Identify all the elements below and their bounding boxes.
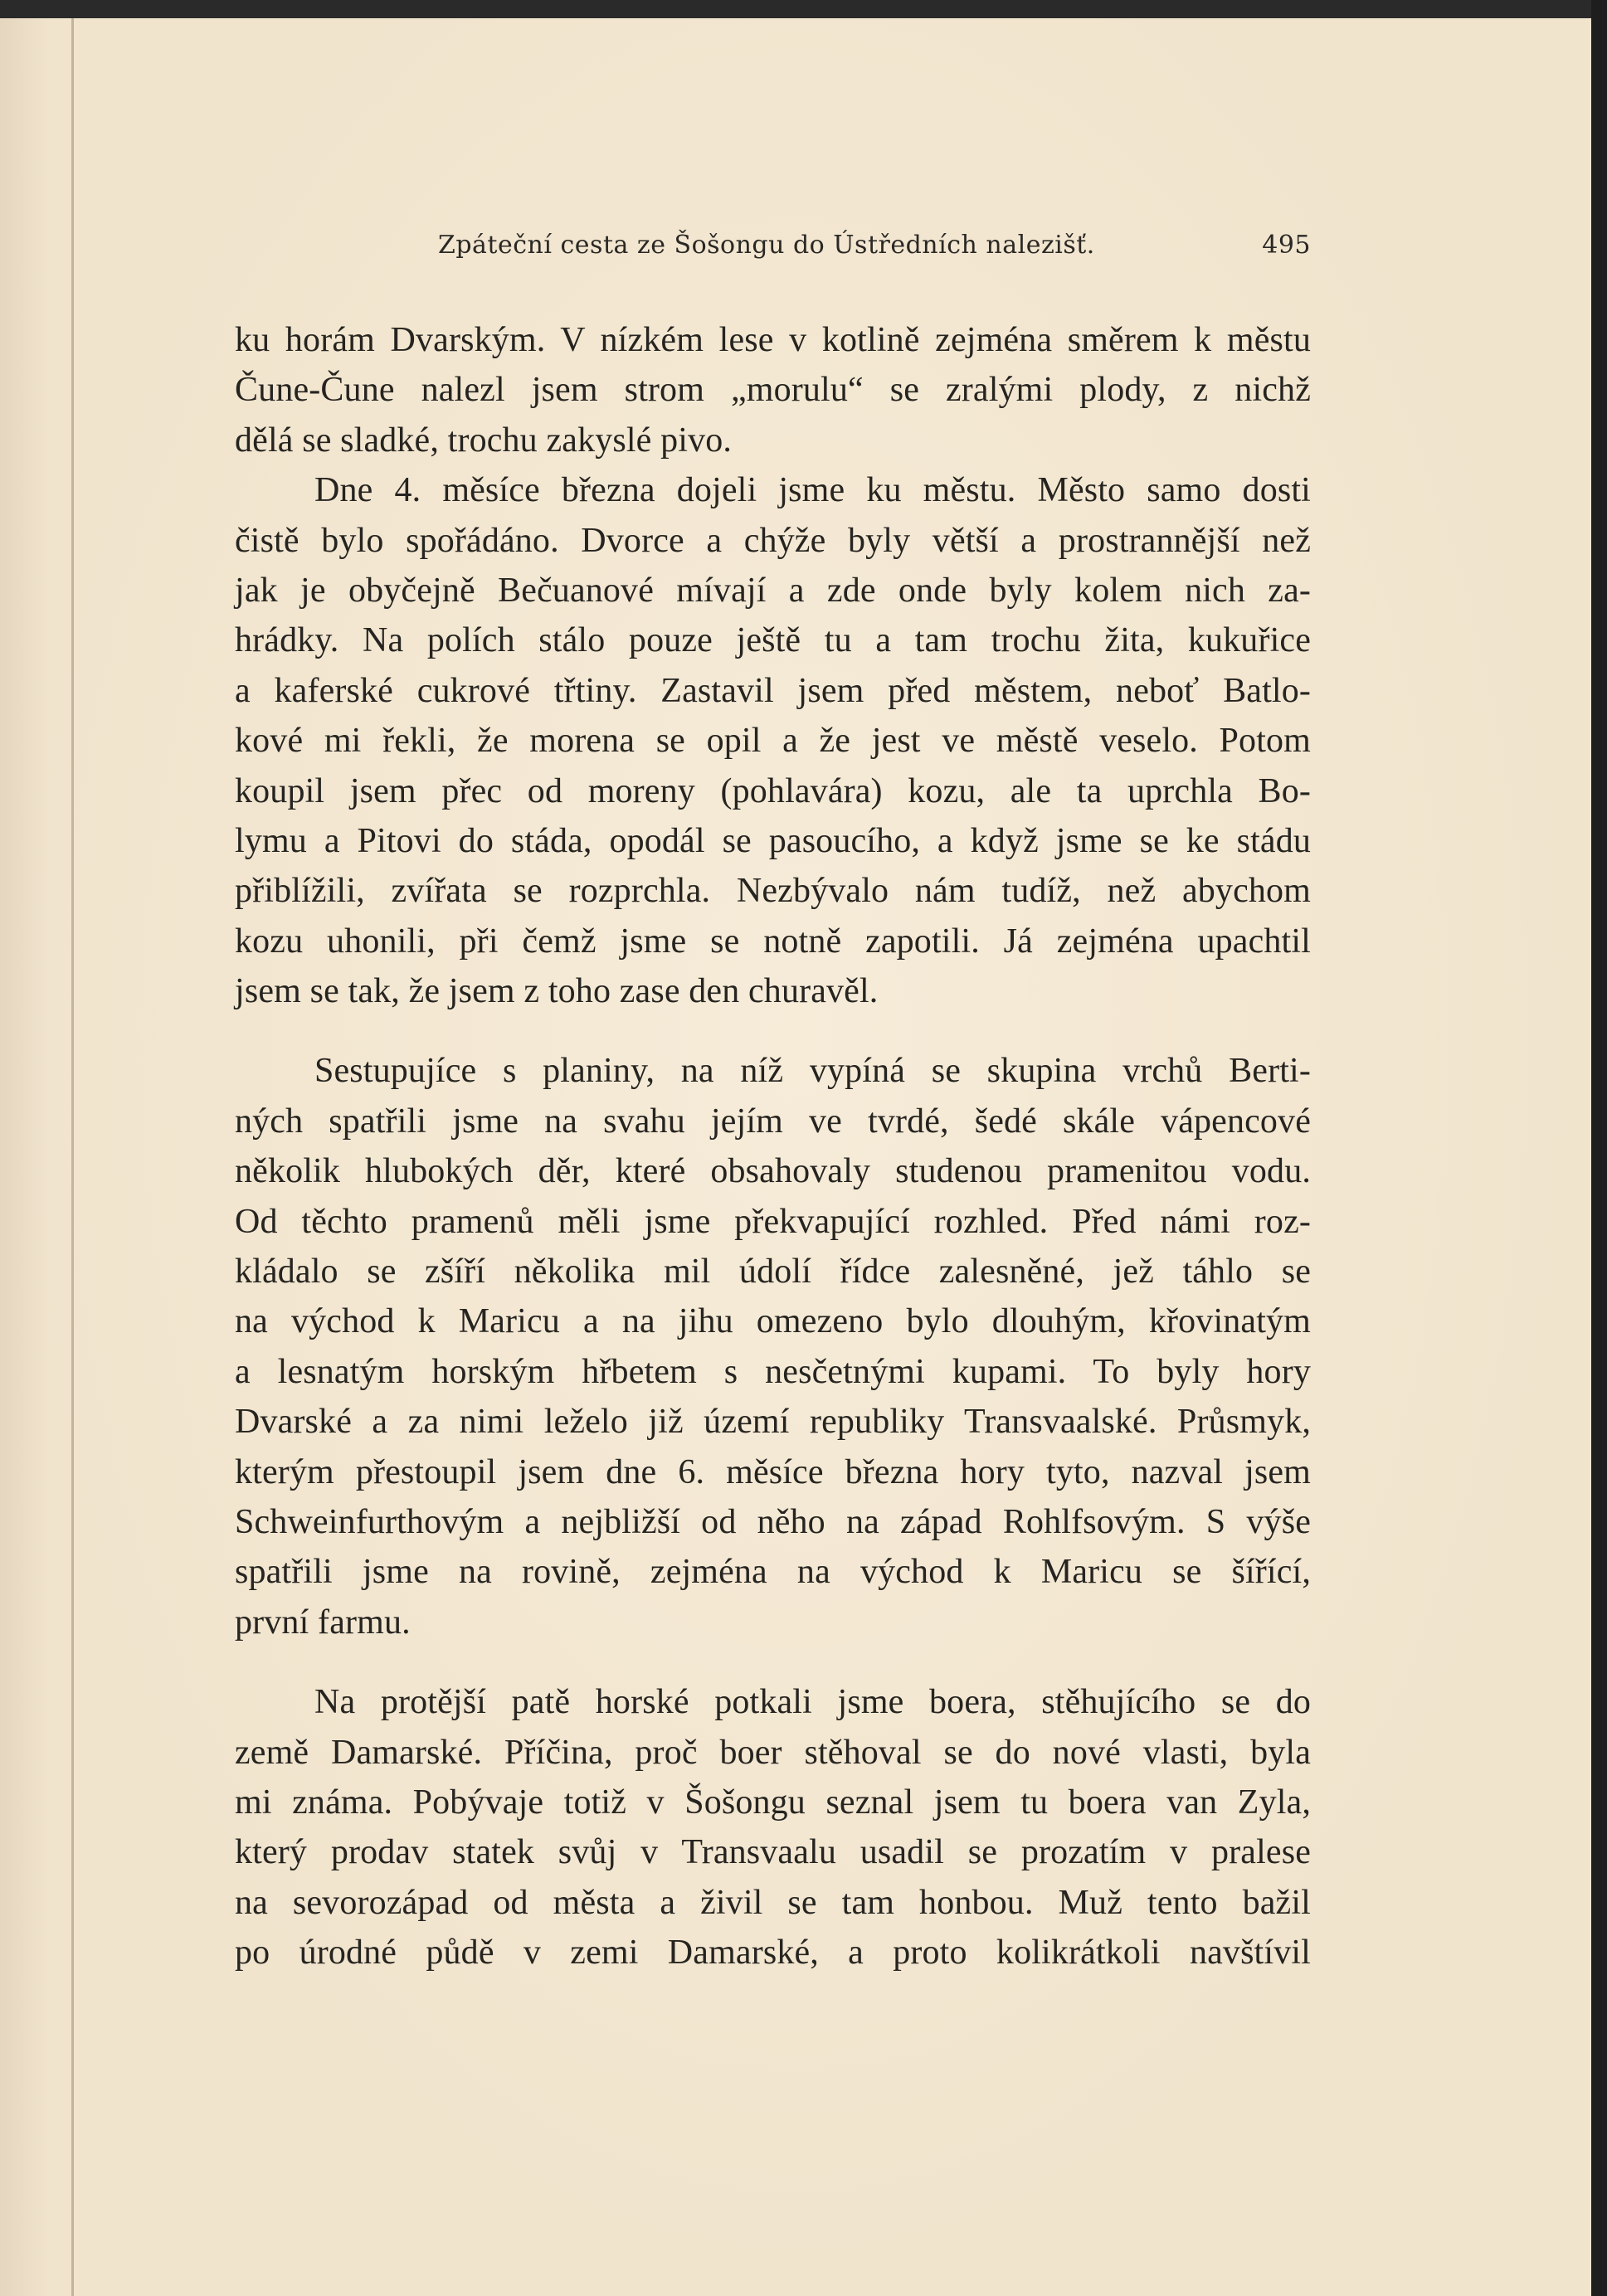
text-line: Schweinfurthovým a nejbližší od něho na západ Rohlfsovým. S výše xyxy=(235,1502,1311,1541)
text-line: a lesnatým horským hřbetem s nesčetnými kupami. To byly hory xyxy=(235,1352,1311,1391)
paragraph xyxy=(235,1677,1311,1977)
text-line: kterým přestoupil jsem dne 6. měsíce března hory tyto, nazval jsem xyxy=(235,1452,1311,1491)
text-line: jak je obyčejně Bečuanové mívají a zde onde byly kolem nich za- xyxy=(235,571,1311,610)
text-line: dělá se sladké, trochu zakyslé pivo. xyxy=(235,421,733,460)
text-line: jsem se tak, že jsem z toho zase den churavěl. xyxy=(235,972,879,1011)
text-line: Dvarské a za nimi leželo již území republiky Transvaalské. Průsmyk, xyxy=(235,1403,1311,1442)
running-head-title: Zpáteční cesta ze Šošongu do Ústředních nalezišť. xyxy=(438,231,1095,260)
text-line: lymu a Pitovi do stáda, opodál se pasoucího, a když jsme se ke stádu xyxy=(235,821,1311,860)
text-line: na sevorozápad od města a živil se tam honbou. Muž tento bažil xyxy=(235,1883,1311,1922)
text-line: země Damarské. Příčina, proč boer stěhoval se do nové vlasti, byla xyxy=(235,1733,1311,1772)
binding-gutter xyxy=(71,18,74,2296)
paragraph-gap xyxy=(235,1016,1311,1046)
text-line: Od těchto pramenů měli jsme překvapující rozhled. Před námi roz- xyxy=(235,1202,1311,1241)
text-line: ku horám Dvarským. V nízkém lese v kotlině zejména směrem k městu xyxy=(235,321,1311,359)
text-line: Na protější patě horské potkali jsme boera, stěhujícího se do xyxy=(314,1683,1311,1722)
text-line: několik hlubokých děr, které obsahovaly studenou pramenitou vodu. xyxy=(235,1152,1311,1191)
paragraph xyxy=(235,465,1311,1016)
text-line: první farmu. xyxy=(235,1603,411,1642)
text-line: který prodav statek svůj v Transvaalu usadil se prozatím v pralese xyxy=(235,1833,1311,1872)
text-line: Čune-Čune nalezl jsem strom „morulu“ se zralými plody, z nichž xyxy=(235,371,1311,410)
text-line: koupil jsem přec od moreny (pohlavára) kozu, ale ta uprchla Bo- xyxy=(235,771,1311,810)
text-line: ných spatřili jsme na svahu jejím ve tvrdé, šedé skále vápencové xyxy=(235,1102,1311,1141)
paragraph-gap xyxy=(235,1647,1311,1677)
text-line: Sestupujíce s planiny, na níž vypíná se skupina vrchů Berti- xyxy=(314,1052,1311,1091)
text-line: a kaferské cukrové třtiny. Zastavil jsem před městem, neboť Batlo- xyxy=(235,671,1311,710)
text-line: na východ k Maricu a na jihu omezeno bylo dlouhým, křovinatým xyxy=(235,1302,1311,1341)
text-line: přiblížili, zvířata se rozprchla. Nezbývalo nám tudíž, než abychom xyxy=(235,872,1311,911)
text-line: spatřili jsme na rovině, zejména na východ k Maricu se šířící, xyxy=(235,1553,1311,1592)
scan-border xyxy=(1591,0,1607,2296)
paragraph xyxy=(235,1046,1311,1647)
text-line: kové mi řekli, že morena se opil a že jest ve městě veselo. Potom xyxy=(235,722,1311,761)
text-line: kládalo se zšíří několika mil údolí řídce zalesněné, jež táhlo se xyxy=(235,1253,1311,1292)
text-line: kozu uhonili, při čemž jsme se notně zapotili. Já zejména upachtil xyxy=(235,922,1311,961)
text-line: čistě bylo spořádáno. Dvorce a chýže byly větší a prostrannější než xyxy=(235,521,1311,560)
page-number: 495 xyxy=(1262,231,1311,260)
text-line: hrádky. Na polích stálo pouze ještě tu a tam trochu žita, kukuřice xyxy=(235,621,1311,660)
text-line: Dne 4. měsíce března dojeli jsme ku městu. Město samo dosti xyxy=(314,471,1311,510)
paragraph xyxy=(235,315,1311,465)
text-line: mi známa. Pobývaje totiž v Šošongu seznal jsem tu boera van Zyla, xyxy=(235,1783,1311,1822)
body-text xyxy=(235,315,1311,1978)
text-line: po úrodné půdě v zemi Damarské, a proto kolikrátkoli navštívil xyxy=(235,1934,1311,1973)
